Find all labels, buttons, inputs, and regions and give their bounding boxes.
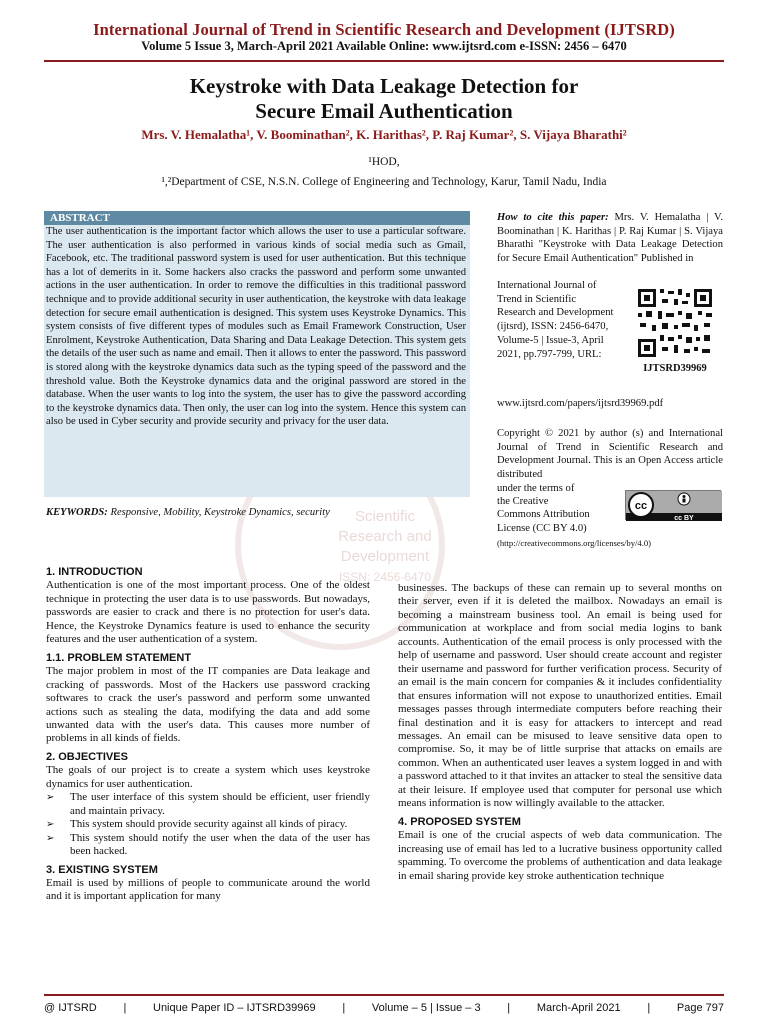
cc-link[interactable]: (http://creativecommons.org/licenses/by/4.0) bbox=[497, 538, 652, 548]
section-heading-introduction: 1. INTRODUCTION bbox=[46, 566, 143, 578]
watermark-line: ISSN: 2456-6470 bbox=[338, 570, 432, 584]
footer bbox=[44, 1002, 724, 1014]
list-item: ➢ This system should provide security against all kinds of piracy. bbox=[46, 818, 370, 831]
section-heading-objectives: 2. OBJECTIVES bbox=[46, 750, 128, 763]
qr-label: IJTSRD39969 bbox=[643, 363, 707, 374]
list-item: ➢ This system should notify the user when the data of the user has been hacked. bbox=[46, 832, 370, 859]
issue-line: Volume 5 Issue 3, March-April 2021 Available Online: www.ijtsrd.com e-ISSN: 2456 – 6470 bbox=[141, 39, 627, 53]
footer-page: Page 797 bbox=[676, 1002, 724, 1014]
citation-label: How to cite this paper: bbox=[497, 212, 609, 223]
cc-badge-text: cc BY bbox=[674, 515, 694, 521]
section-heading-problem-statement: 1.1. PROBLEM STATEMENT bbox=[46, 651, 192, 664]
keywords-label: KEYWORDS: bbox=[46, 507, 108, 518]
keywords bbox=[46, 507, 466, 518]
affiliation-2: ¹,²Department of CSE, N.S.N. College of Engineering and Technology, Karur, Tamil Nadu, India bbox=[161, 176, 607, 188]
abstract-text: The user authentication is the important factor which allows the user to use a particular software. The user authentication is also performed in various kinds of social media such as Gmail, Facebook, etc. The traditional password system is used for user authentication. But this technique has a lot of demerits in it. Some hackers also cracks the password and perform some unwanted actions in the user authentication. In order to remove the difficulties in this traditional password technique and to provide additional security in user authentication, the keystroke with data leakage detection for secure email authentication is designed. This system uses Keystroke Dynamics. This system consists of five different types of modules such as Email Framework Construction, User Enrolment, Keystroke Authentication, Data Sharing and Data Leakage Detection. This system gets the details of the user such as name and email. Then it allows to enter the password. This password is stored along with the keystroke dynamics data such as the typing speed of the password and the threshold value. Both the Keystroke dynamics data and the original password are stored in the database. When the user wants to log into the system, the user has to give the password according to the keystroke dynamics data. Then only, the user can log into the system. Hence this system can also be used in Cyber security and provide security and privacy for the user data. bbox=[46, 226, 466, 428]
footer-separator: | bbox=[342, 1002, 346, 1014]
cc-by-badge-icon bbox=[625, 490, 721, 520]
title-line-2: Secure Email Authentication bbox=[255, 99, 513, 123]
keywords-text: Responsive, Mobility, Keystroke Dynamics, security bbox=[110, 507, 330, 518]
problem-statement-text: The major problem in most of the IT companies are Data leakage and cracking of passwords. Most of the Hackers use password cracking softwares to crack the user's password and perform some unwanted actions such as stealing the data, modifying the data and add some unwanted data with the user's data. This causes more number of problems in all kinds of fields. bbox=[46, 665, 370, 745]
existing-system-continued: businesses. The backups of these can remain up to several months on their server, even if it is deleted the mailbox. Nowadays an email is becoming a mainstream business tool. An email is being used for communication at workplace and from social media logins to bank accounts. Authentication of the email process is only processed with the help of username and password. User should create account and register their username and password for further verification process. Security of an email is the main concern for companies & it includes confidentiality that ensures information will not expose to unauthorized entities. Email messages passes through intermediate computers before reaching their final destination and it is easy for attackers to intercept and read messages. An email can be misused to leave sensitive data open to compromise. So, it may be of little surprise that attacks on emails are common. When an authenticated user leaves a system logged in and with a password attached to it that invites an attacker to steal the sensitive data at their leisure. If employee used that computer for personal use which means information is now willingly available to the attacker. bbox=[398, 582, 722, 810]
introduction-text: Authentication is one of the most important process. One of the oldest technique in protecting the user data is to use passwords. But nowadays, passwords are easier to crack and there is no protection for user's data. Hence, the Keystroke Dynamics feature is used to enhance the security features and the user authentication of a system. bbox=[46, 579, 370, 646]
footer-volume: Volume – 5 | Issue – 3 bbox=[371, 1002, 481, 1014]
qr-code-icon bbox=[628, 285, 722, 361]
existing-system-text: Email is used by millions of people to communicate around the world and it is important application for many bbox=[46, 876, 370, 903]
citation-text: Mrs. V. Hemalatha | V. Boominathan | K. Harithas | P. Raj Kumar | S. Vijaya Bharathi "Keystroke with Data Leakage Detection for Secure Email Authentication" Published in bbox=[497, 212, 723, 265]
cc-line: under the terms of bbox=[497, 483, 575, 494]
section-heading-existing-system: 3. EXISTING SYSTEM bbox=[46, 863, 158, 876]
footer-brand: @ IJTSRD bbox=[44, 1002, 97, 1014]
citation-top bbox=[497, 211, 723, 266]
list-item: ➢ The user interface of this system should be efficient, user friendly and maintain privacy. bbox=[46, 791, 370, 818]
cc-line: the Creative bbox=[497, 496, 549, 508]
footer-separator: | bbox=[647, 1002, 651, 1014]
footer-rule bbox=[44, 994, 724, 996]
title-line-1: Keystroke with Data Leakage Detection for bbox=[189, 74, 579, 98]
footer-separator: | bbox=[123, 1002, 127, 1014]
affiliation-1: ¹HOD, bbox=[368, 156, 400, 168]
header-rule bbox=[44, 60, 724, 62]
paper-title bbox=[0, 74, 768, 124]
abstract-heading: ABSTRACT bbox=[44, 211, 470, 225]
column-right bbox=[398, 582, 722, 883]
watermark-line: Research and bbox=[338, 528, 432, 545]
cc-line: Commons Attribution bbox=[497, 509, 590, 521]
journal-title: International Journal of Trend in Scientific Research and Development (IJTSRD) bbox=[93, 20, 675, 39]
column-left bbox=[46, 566, 370, 904]
svg-text:cc: cc bbox=[634, 500, 648, 512]
objectives-text: The goals of our project is to create a system which uses keystroke dynamics for user authentication. bbox=[46, 764, 370, 790]
citation-column: International Journal of Trend in Scientific Research and Development (ijtsrd), ISSN: 2456-6470, Volume-5 | Issue-3, April 2021, pp.797-799, URL: bbox=[497, 280, 614, 360]
section-heading-proposed-system: 4. PROPOSED SYSTEM bbox=[398, 815, 521, 828]
citation-url[interactable]: www.ijtsrd.com/papers/ijtsrd39969.pdf bbox=[497, 398, 664, 409]
footer-separator: | bbox=[507, 1002, 511, 1014]
copyright-text: Copyright © 2021 by author (s) and International Journal of Trend in Scientific Research and Development Journal. This is an Open Access article distributed bbox=[497, 428, 723, 481]
cc-line: License (CC BY 4.0) bbox=[497, 522, 587, 534]
proposed-system-text: Email is one of the crucial aspects of web data communication. The increasing use of email has led to a lucrative business opportunity called spamming. To overcome the problems of authentication and data leakage in email sharing provide key stroke authentication technique bbox=[398, 829, 722, 882]
footer-paper-id: Unique Paper ID – IJTSRD39969 bbox=[153, 1002, 316, 1014]
footer-date: March-April 2021 bbox=[536, 1002, 621, 1014]
authors: Mrs. V. Hemalatha¹, V. Boominathan², K. Harithas², P. Raj Kumar², S. Vijaya Bharathi² bbox=[141, 127, 627, 142]
watermark-line: Development bbox=[340, 548, 430, 565]
objectives-list bbox=[46, 791, 370, 858]
watermark-line: Scientific bbox=[354, 508, 416, 525]
